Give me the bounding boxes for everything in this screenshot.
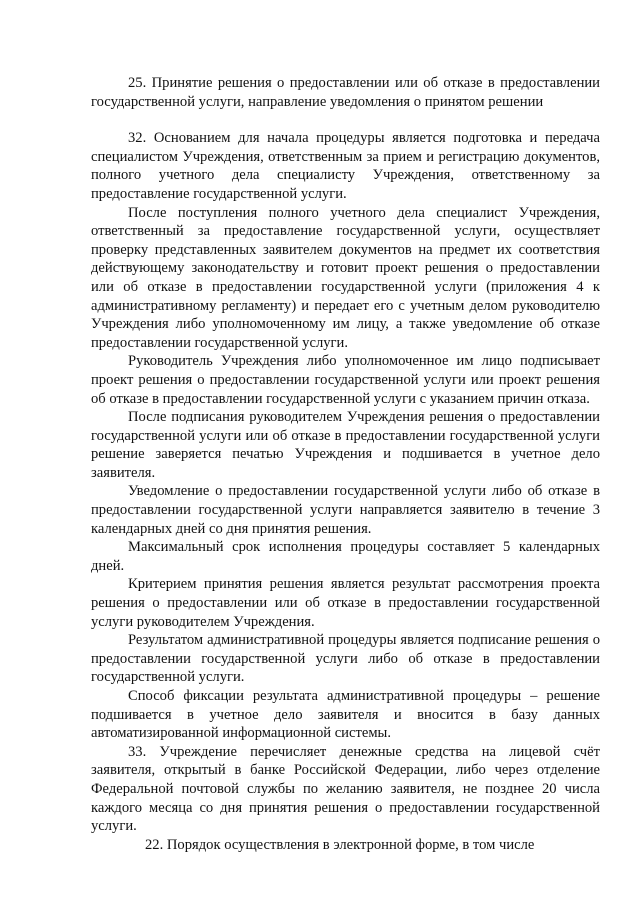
paragraph-review: После поступления полного учетного дела специалист Учреждения, ответственный за предоставление государственной услуги, осуществляет проверку представленных заявителем документов на предмет их соответствия действующему законодательству и готовит проект решения о предоставлении или об отказе в предоставлении государственной услуги (приложения 4 к административному регламенту) и передает его с учетным делом руководителю Учреждения либо уполномоченному им лицу, а также уведомление об отказе предоставлении государственной услуги. xyxy=(91,204,600,351)
section-heading: 25. Принятие решения о предоставлении или об отказе в предоставлении государственной услуги, направление уведомления о принятом решении xyxy=(91,75,600,110)
paragraph-fixation: Способ фиксации результата административной процедуры – решение подшивается в учетное дело заявителя и вносится в базу данных автоматизированной информационной системы. xyxy=(91,688,600,742)
paragraph-signing: Руководитель Учреждения либо уполномоченное им лицо подписывает проект решения о предоставлении государственной услуги или проект решения об отказе в предоставлении государственной услуги с указанием причин отказа. xyxy=(91,353,600,407)
paragraph-result: Результатом административной процедуры является подписание решения о предоставлении государственной услуги либо об отказе в предоставлении государственной услуги. xyxy=(91,632,600,686)
paragraph-notification: Уведомление о предоставлении государственной услуги либо об отказе в предоставлении государственной услуги направляется заявителю в течение 3 календарных дней со дня принятия решения. xyxy=(91,483,600,537)
paragraph-criterion: Критерием принятия решения является результат рассмотрения проекта решения о предоставлении или об отказе в предоставлении государственной услуги руководителем Учреждения. xyxy=(91,576,600,630)
paragraph-max-term: Максимальный срок исполнения процедуры составляет 5 календарных дней. xyxy=(91,539,600,574)
trailing-heading: 22. Порядок осуществления в электронной форме, в том числе xyxy=(145,836,535,853)
paragraph-33: 33. Учреждение перечисляет денежные средства на лицевой счёт заявителя, открытый в банке Российской Федерации, либо через отделение Федеральной почтовой службы по желанию заявителя, не позднее 20 числа каждого месяца со дня принятия решения о предоставлении государственной услуги. xyxy=(91,743,600,835)
document-body xyxy=(91,74,600,854)
paragraph-seal: После подписания руководителем Учреждения решения о предоставлении государственной услуги или об отказе в предоставлении государственной услуги решение заверяется печатью Учреждения и подшивается в учетное дело заявителя. xyxy=(91,409,600,481)
paragraph-32: 32. Основанием для начала процедуры является подготовка и передача специалистом Учреждения, ответственным за прием и регистрацию документов, полного учетного дела специалисту Учреждения, ответственному за предоставление государственной услуги. xyxy=(91,130,600,202)
